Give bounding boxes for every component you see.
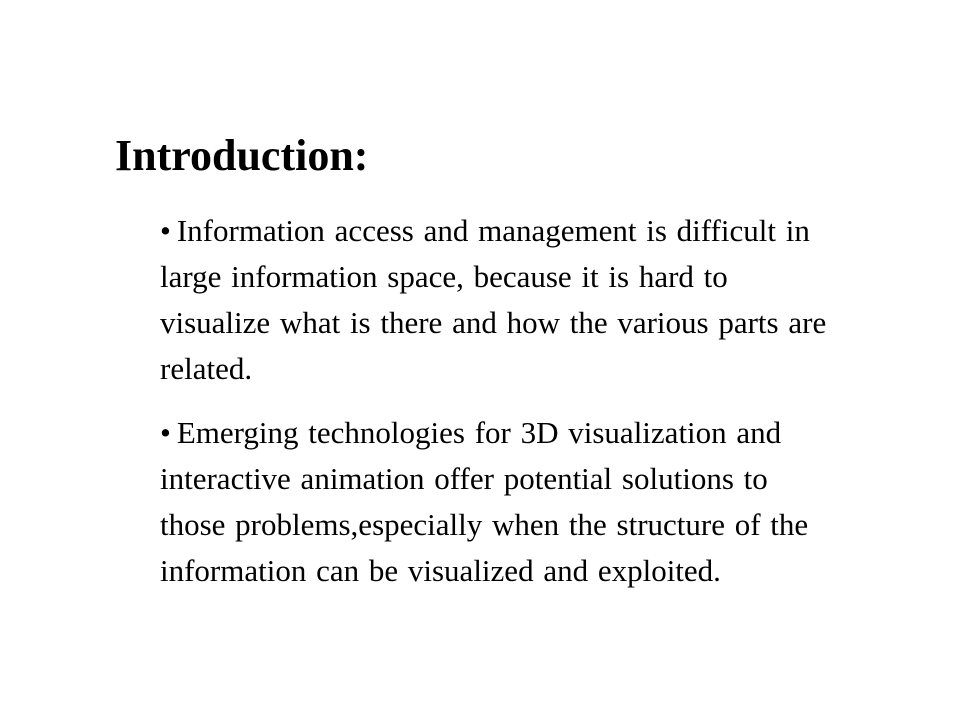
bullet-text: Information access and management is difficult in large information space, because it is hard to visualize what is there and how the various parts are related. bbox=[160, 213, 827, 386]
bullet-item-emerging-technologies bbox=[160, 410, 840, 594]
bullet-list bbox=[160, 208, 840, 612]
bullet-item-information-access bbox=[160, 208, 840, 392]
bullet-dot-icon: • bbox=[160, 213, 171, 248]
bullet-text: Emerging technologies for 3D visualization and interactive animation offer potential solutions to those problems,especially when the structure of the information can be visualized and exploited. bbox=[160, 415, 809, 588]
slide-title: Introduction: bbox=[115, 131, 369, 180]
bullet-dot-icon: • bbox=[160, 415, 171, 450]
